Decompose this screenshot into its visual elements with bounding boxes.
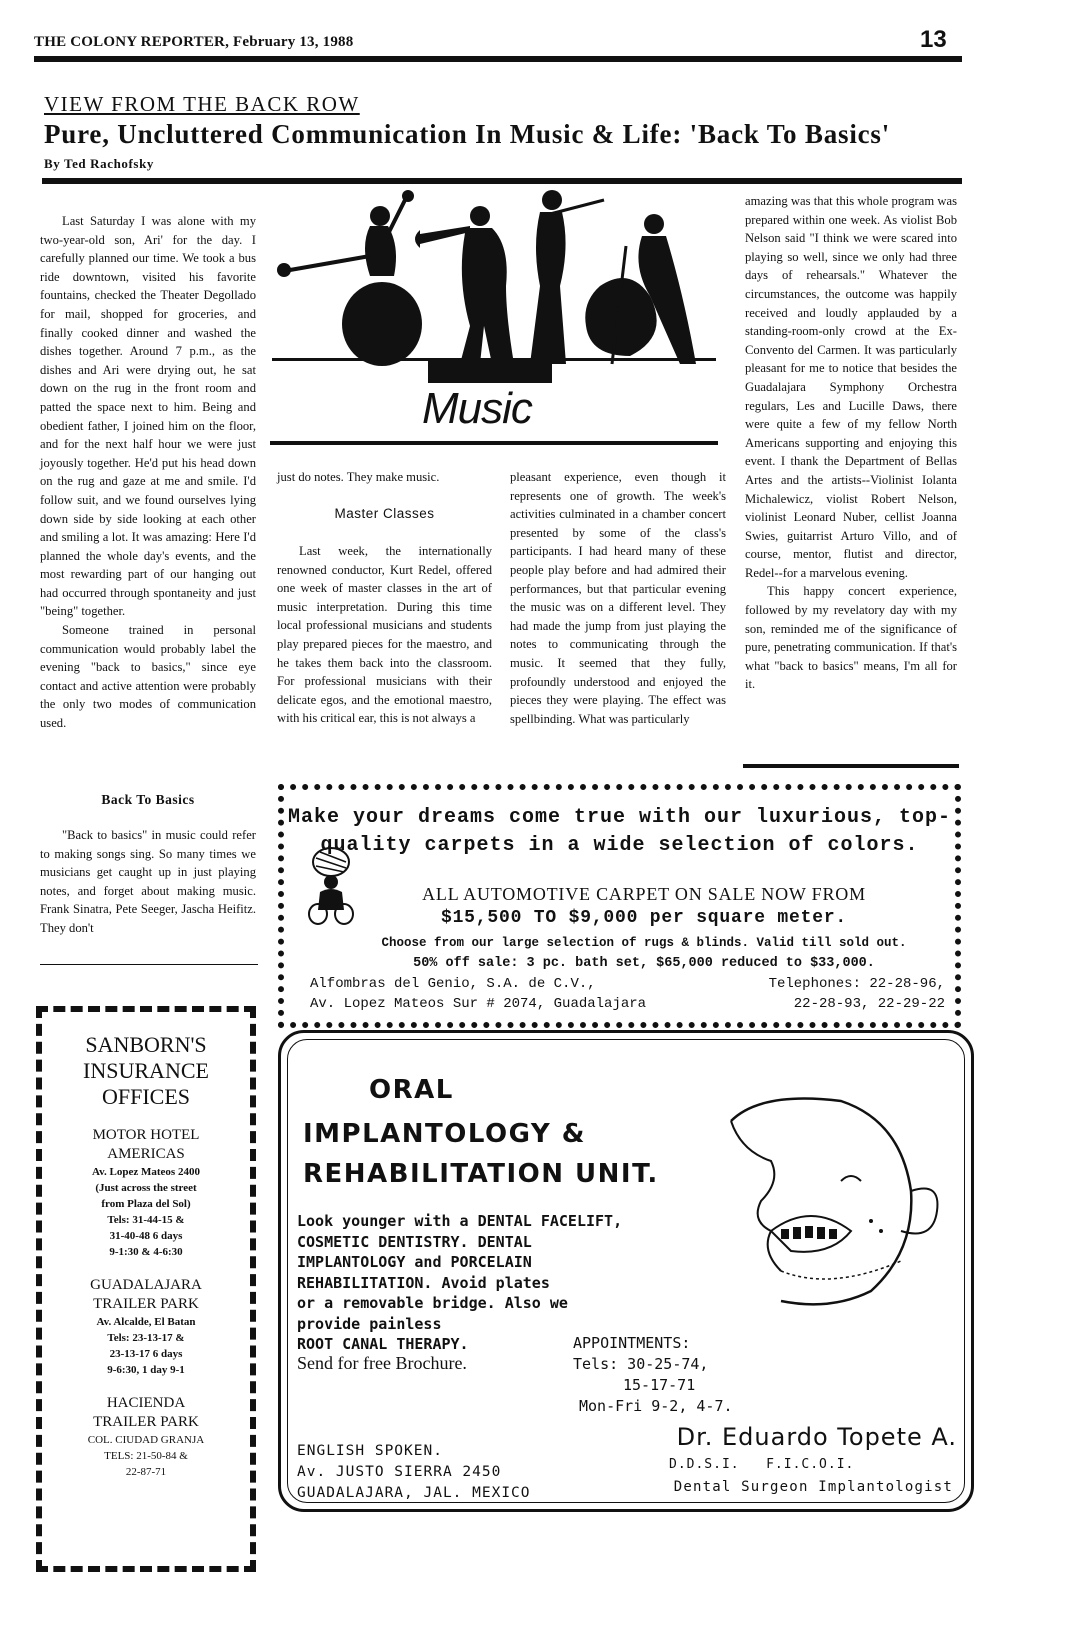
carpet-ad-choose: Choose from our large selection of rugs & blinds. Valid till sold out. <box>381 936 907 950</box>
carpet-ad-tel1: Telephones: 22-28-96, <box>768 976 945 992</box>
dental-address-1: Av. JUSTO SIERRA 2450 <box>297 1464 502 1480</box>
headline-rule <box>42 178 962 184</box>
dental-appt-tels1: Tels: 30-25-74, <box>573 1355 709 1373</box>
sanborns-loc2-line3: 23-13-17 6 days <box>109 1348 183 1360</box>
sanborns-loc2-line2: Tels: 23-13-17 & <box>107 1332 185 1344</box>
sanborns-loc3-line1: COL. CIUDAD GRANJA <box>87 1434 205 1446</box>
article-headline: Pure, Uncluttered Communication In Music & Life: 'Back To Basics' <box>44 119 891 149</box>
dental-title-2: IMPLANTOLOGY & <box>303 1119 586 1149</box>
dental-appointments <box>573 1333 733 1417</box>
carpet-ad <box>278 784 961 1028</box>
dental-doctor-name: Dr. Eduardo Topete A. <box>676 1423 957 1451</box>
article-column-1: Last Saturday I was alone with my two-year-old son, Ari' for the day. I carefully planned our time. We took a bus ride downtown, visited his favorite fountains, checked the Theater Degollado for mail, shopped for groceries, and finally cooked dinner and washed the dishes together. Around 7 p.m., as the dishes and Ari were drying out, he sat down on the rug in the front room and patted the space next to him. Being and obedient father, I joined him on the floor, and for the next half hour we were just joyously together. He'd put his head down on the rug and gaze at me and smile. I'd follow suit, and we found ourselves lying down side by side looking at each other and smiling a lot. It was amazing: Here I'd planned the whole day's events, and the most rewarding part of our hanging out had occurred through spontaneity and just "being" together. Someone trained in personal communication would probably label the evening "back to basics," since eye contact and active attention were probably the only two modes of communication used. <box>40 214 256 731</box>
sanborns-loc2-line4: 9-6:30, 1 day 9-1 <box>107 1364 185 1376</box>
genie-icon <box>306 846 356 931</box>
article-column-1b: "Back to basics" in music could refer to making songs sing. So many times we musicians get caught up in just playing notes, and forget about making music. Frank Sinatra, Pete Seeger, Jascha Heifitz. They don't <box>40 828 256 935</box>
article-byline: By Ted Rachofsky <box>44 156 155 171</box>
article-column-2b: Last week, the internationally renowned conductor, Kurt Redel, offered one week of master classes in the art of music interpretation. During this time local professional musicians and students play prepared pieces for the maestro, and he takes them back into the classroom. For professional musicians with their delicate egos, and the emotional maestro, with his critical ear, this is not always a <box>277 544 492 726</box>
carpet-ad-line2: quality carpets in a wide selection of colors. <box>320 834 919 857</box>
sanborns-loc3-name2: TRAILER PARK <box>93 1414 199 1430</box>
sanborns-loc2-name2: TRAILER PARK <box>93 1296 199 1312</box>
masthead-paper: THE COLONY REPORTER, February 13, 1988 <box>34 34 354 50</box>
carpet-ad-tel2: 22-28-93, 22-29-22 <box>793 996 945 1012</box>
sanborns-loc1-line5: 31-40-48 6 days <box>109 1230 183 1242</box>
sanborns-loc1-line3: from Plaza del Sol) <box>101 1198 191 1210</box>
sanborns-loc2-name1: GUADALAJARA <box>90 1277 202 1293</box>
sanborns-loc1-line2: (Just across the street <box>95 1182 197 1194</box>
carpet-ad-address: Av. Lopez Mateos Sur # 2074, Guadalajara <box>310 996 647 1012</box>
column-4-rule <box>743 764 959 768</box>
article-kicker: VIEW FROM THE BACK ROW <box>44 92 360 116</box>
dental-role: Dental Surgeon Implantologist <box>673 1479 953 1495</box>
dental-english: ENGLISH SPOKEN. <box>297 1443 443 1459</box>
sanborns-ad <box>36 1006 256 1572</box>
face-illustration <box>701 1081 941 1316</box>
carpet-ad-sale1: ALL AUTOMOTIVE CARPET ON SALE NOW FROM <box>422 884 866 904</box>
dental-appt-label: APPOINTMENTS: <box>573 1334 691 1352</box>
sanborns-loc1-line1: Av. Lopez Mateos 2400 <box>92 1166 200 1178</box>
subhead-back-to-basics: Back To Basics <box>101 792 195 807</box>
carpet-ad-off: 50% off sale: 3 pc. bath set, $65,000 reduced to $33,000. <box>413 956 875 971</box>
sanborns-title-1: SANBORN'S <box>85 1032 207 1057</box>
column-1-rule <box>40 964 258 965</box>
music-label: Music <box>422 384 532 433</box>
article-column-2: just do notes. They make music. <box>277 470 440 484</box>
carpet-ad-company: Alfombras del Genio, S.A. de C.V., <box>310 976 596 992</box>
sanborns-title-3: OFFICES <box>101 1084 191 1109</box>
sanborns-loc2-line1: Av. Alcalde, El Batan <box>96 1316 196 1328</box>
sanborns-loc3-line3: 22-87-71 <box>125 1466 167 1478</box>
article-column-3: pleasant experience, even though it represents one of growth. The week's activities culminated in a chamber concert presented by some of the class's participants. I had heard many of these people play before and had admired their performances, but that particular evening the music was on a different level. They had made the jump from just playing the notes to communicating through the music. It seemed that they fully, profoundly understood and enjoyed the pieces they were playing. The effect was spellbinding. What was particularly <box>510 470 726 726</box>
dental-body: Look younger with a DENTAL FACELIFT, COSMETIC DENTISTRY. DENTAL IMPLANTOLOGY and PORCELAIN REHABILITATION. Avoid plates or a removable bridge. Also we provide painless ROOT CANAL THERAPY. <box>297 1212 623 1353</box>
sanborns-loc1-name2: AMERICAS <box>107 1146 185 1162</box>
subhead-master-classes: Master Classes <box>334 506 435 521</box>
sanborns-loc1-line6: 9-1:30 & 4-6:30 <box>109 1246 183 1258</box>
music-illustration <box>270 186 718 452</box>
article-column-4: amazing was that this whole program was prepared within one week. As violist Bob Nelson said "I think we were scared into playing so well, since we only had three days of rehearsals." Whatever the circumstances, the outcome was happily received and loudly applauded by a standing-room-only crowd at the Ex-Convento del Carmen. It was particularly pleasant for me to notice that besides the Guadalajara Symphony Orchestra regulars, Les and Lucille Daws, there were quite a few of my fellow North Americans supporting and enjoying this event. I thank the Department of Bellas Artes and the artists--Violinist Iolanta Michalewicz, violist Robert Nelson, violinist Leonard Nuber, cellist Joanna Swies, guitarrist Arturo Villo, and of course, mentor, flutist and director, Redel--for a marvelous evening. This happy concert experience, followed by my revelatory day with my son, reminded me of the significance of pure, penetrating communication. If that's what "back to basics" means, I'm all for it. <box>745 194 957 692</box>
dental-brochure: Send for free Brochure. <box>297 1353 467 1373</box>
carpet-ad-line1: Make your dreams come true with our luxurious, top- <box>287 806 952 829</box>
masthead-rule <box>34 56 962 62</box>
page-number: 13 <box>920 26 947 53</box>
dental-title-1: ORAL <box>369 1075 454 1105</box>
dental-contact <box>297 1441 531 1504</box>
sanborns-loc1-name1: MOTOR HOTEL <box>92 1127 200 1143</box>
dental-appt-tels2: 15-17-71 <box>623 1376 696 1394</box>
dental-ad <box>278 1030 974 1512</box>
dental-appt-hours: Mon-Fri 9-2, 4-7. <box>579 1397 733 1415</box>
sanborns-title-2: INSURANCE <box>83 1058 209 1083</box>
dental-credentials: D.D.S.I. F.I.C.O.I. <box>669 1457 855 1472</box>
dental-title-3: REHABILITATION UNIT. <box>303 1159 659 1189</box>
carpet-ad-sale2: $15,500 TO $9,000 per square meter. <box>440 908 848 928</box>
sanborns-loc1-line4: Tels: 31-44-15 & <box>107 1214 185 1226</box>
sanborns-loc3-line2: TELS: 21-50-84 & <box>104 1450 188 1462</box>
sanborns-loc3-name1: HACIENDA <box>106 1395 186 1411</box>
dental-address-2: GUADALAJARA, JAL. MEXICO <box>297 1485 531 1501</box>
